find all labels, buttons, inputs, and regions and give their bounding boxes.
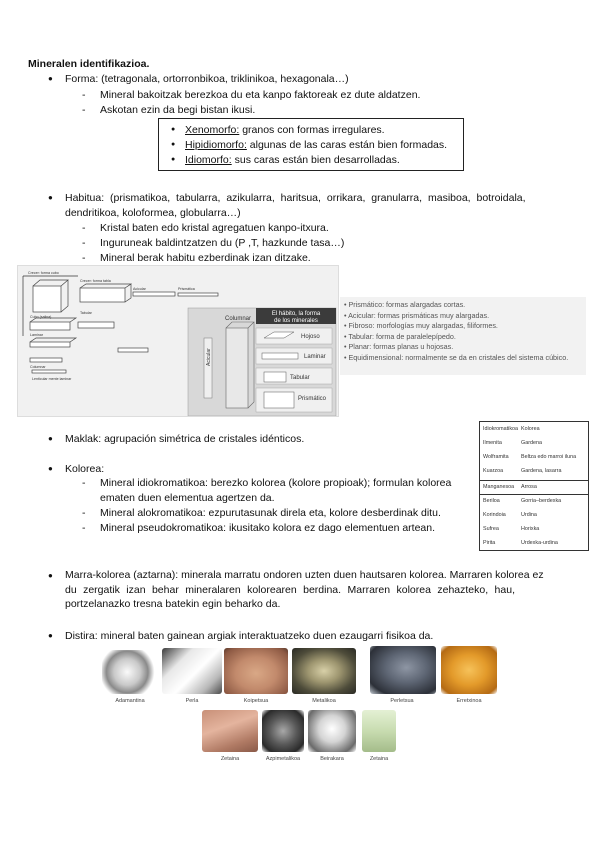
habit-sketch-label: Acicular: [133, 287, 146, 291]
cell: Beriloa: [483, 498, 500, 504]
kolorea-sub-2: - Mineral alokromatikoa: ezpurutasunak direla eta, kolore desberdinak ditu.: [100, 507, 441, 519]
caption: Zetaina: [220, 756, 240, 762]
cell: Wolframita: [483, 454, 509, 460]
photo-perletsua: [370, 646, 436, 694]
habit-sketch-label: Columnar: [30, 365, 46, 369]
habit-figure: [17, 265, 339, 417]
habit-label-tabular: Tabular: [290, 375, 310, 381]
caption: Erretxinoa: [456, 698, 482, 704]
marra-bullet: [65, 568, 572, 612]
photo-perla: [162, 648, 222, 694]
forma-types-box: [158, 118, 464, 171]
habitua-bullet: ● Habitua: (prismatikoa, tabularra, azikularra, haritsua, orrikara, granularra, masiboa, botroidala,: [65, 192, 571, 204]
cell: Urdina: [521, 512, 537, 518]
cell: Idiokromatikoa: [483, 426, 519, 432]
forma-type-term: Xenomorfo:: [185, 124, 240, 136]
cell: Pirita: [483, 540, 496, 546]
habit-list-item: • Prismático: formas alargadas cortas.: [344, 300, 582, 311]
color-table-divider: [480, 480, 588, 481]
cell: Kuarzoa: [483, 468, 504, 474]
habit-list-item: • Planar: formas planas u hojosas.: [344, 342, 582, 353]
forma-sub-2: - Askotan ezin da begi bistan ikusi.: [100, 104, 255, 116]
habit-list-item: • Equidimensional: normalmente se da en cristales del sistema cúbico.: [344, 353, 582, 364]
habit-sketch-label: Lenticular mente laminar: [32, 377, 72, 381]
photo-metalikoa: [292, 648, 356, 694]
caption: Azpimetalikoa: [265, 756, 301, 762]
photo-erretxinoa: [441, 646, 497, 694]
habitua-bullet-cont: dendritikoa, koloformea, globularra…): [65, 207, 241, 219]
habit-figure-heading: El hábito, la forma: [271, 311, 321, 317]
habit-list: [340, 297, 586, 375]
cell: Gardena: [521, 440, 542, 446]
marra-line-2: du zergatik izan behar mineralaren kolorearen berdina. Marraren kolorea zehazteko, hau,: [65, 583, 515, 596]
habit-label-acicular: Acicular: [206, 348, 212, 366]
habit-sketch-label: Laminar: [30, 333, 43, 337]
caption: Adamantina: [115, 698, 145, 704]
habit-label-hojoso: Hojoso: [301, 334, 320, 340]
photo-adamantina: [102, 650, 158, 694]
cell: Korindoia: [483, 512, 506, 518]
forma-sub-1: - Mineral bakoitzak berezkoa du eta kanpo faktoreak ez dute aldatzen.: [100, 89, 420, 101]
habit-sketch-label: Prismática: [178, 287, 195, 291]
habitua-sub-1: - Kristal baten edo kristal agregatuen kanpo-itxura.: [100, 222, 329, 234]
cell: Gorria–berdexka: [521, 498, 562, 504]
habit-label-laminar: Laminar: [304, 354, 326, 360]
photo-beirakara: [308, 710, 356, 752]
photo-zetaina-2: [362, 710, 396, 752]
habit-label-columnar: Columnar: [224, 316, 252, 322]
cell: Sufrea: [483, 526, 499, 532]
caption: Zetaina: [369, 756, 389, 762]
habit-figure-heading-2: de los minerales: [274, 318, 318, 324]
page-title: Mineralen identifikazioa.: [28, 58, 150, 70]
cell: Gardena, lasarra: [521, 468, 562, 474]
forma-type-term: Hipidiomorfo:: [185, 139, 247, 151]
habit-sketch-label: Crecer: forma cubo: [28, 271, 59, 275]
forma-type-hipidiomorfo: [185, 139, 447, 151]
maklak-bullet: ● Maklak: agrupación simétrica de cristales idénticos.: [65, 433, 304, 445]
habit-sketch-label: Crecer: forma tabla: [80, 279, 111, 283]
habitua-sub-3: - Mineral berak habitu ezberdinak izan ditzake.: [100, 252, 311, 264]
habit-list-item: • Acicular: formas prismáticas muy alargadas.: [344, 311, 582, 322]
cell: Arrosa: [521, 484, 537, 490]
habitua-sub-2: - Inguruneak baldintzatzen du (P ,T, hazkunde tasa…): [100, 237, 344, 249]
forma-type-term: Idiomorfo:: [185, 154, 232, 166]
caption: Perla: [185, 698, 199, 704]
kolorea-sub-1-cont: ematen duen elementua agertzen da.: [100, 492, 275, 504]
cell: Ilmenita: [483, 440, 502, 446]
photo-koipetsua: [224, 648, 288, 694]
forma-bullet: ● Forma: (tetragonala, ortorronbikoa, triklinikoa, hexagonala…): [65, 73, 349, 85]
caption: Beirakara: [320, 756, 344, 762]
caption: Metalikoa: [312, 698, 336, 704]
habit-diagram: [18, 266, 339, 417]
kolorea-sub-1: - Mineral idiokromatikoa: berezko kolorea (kolore propioak); formulan kolorea: [100, 477, 451, 489]
distira-bullet: ● Distira: mineral baten gainean argiak interaktuatzeko duen ezaugarri fisikoa da.: [65, 630, 433, 642]
kolorea-bullet: ● Kolorea:: [65, 463, 104, 475]
photo-azpimetalikoa: [262, 710, 304, 752]
habit-sketch-label: Cubo (salina): [30, 315, 52, 319]
caption: Perletsua: [390, 698, 414, 704]
kolorea-sub-3: - Mineral pseudokromatikoa: ikusitako kolora ez dago elementuen artean.: [100, 522, 435, 534]
cell: Manganesoa: [483, 484, 515, 490]
forma-type-xenomorfo: [185, 124, 385, 136]
habit-sketch-label: Tabular: [80, 311, 92, 315]
cell: Kolorea: [521, 426, 540, 432]
marra-line-1: ● Marra-kolorea (aztarna): minerala marratu ondoren uzten duen hautsaren kolorea. Marraren kolorea ez: [65, 569, 544, 581]
caption: Koipetsua: [243, 698, 269, 704]
cell: Horixka: [521, 526, 540, 532]
habit-label-prismatico: Prismático: [298, 396, 327, 402]
cell: Beltza edo marroi iluna: [521, 454, 577, 460]
color-table-divider: [480, 494, 588, 495]
cell: Urdexka-urdina: [521, 540, 558, 546]
forma-type-desc: sus caras están bien desarrolladas.: [231, 154, 400, 166]
color-table: [479, 421, 589, 551]
forma-type-desc: granos con formas irregulares.: [239, 124, 385, 136]
photo-zetaina: [202, 710, 258, 752]
marra-line-3: portzelanazko tresna batekin egin beharko da.: [65, 598, 281, 610]
forma-type-idiomorfo: [185, 154, 400, 166]
habit-list-item: • Fibroso: morfologías muy alargadas, filiformes.: [344, 321, 582, 332]
forma-type-desc: algunas de las caras están bien formadas.: [246, 139, 448, 151]
habit-list-item: • Tabular: forma de paralelepípedo.: [344, 332, 582, 343]
